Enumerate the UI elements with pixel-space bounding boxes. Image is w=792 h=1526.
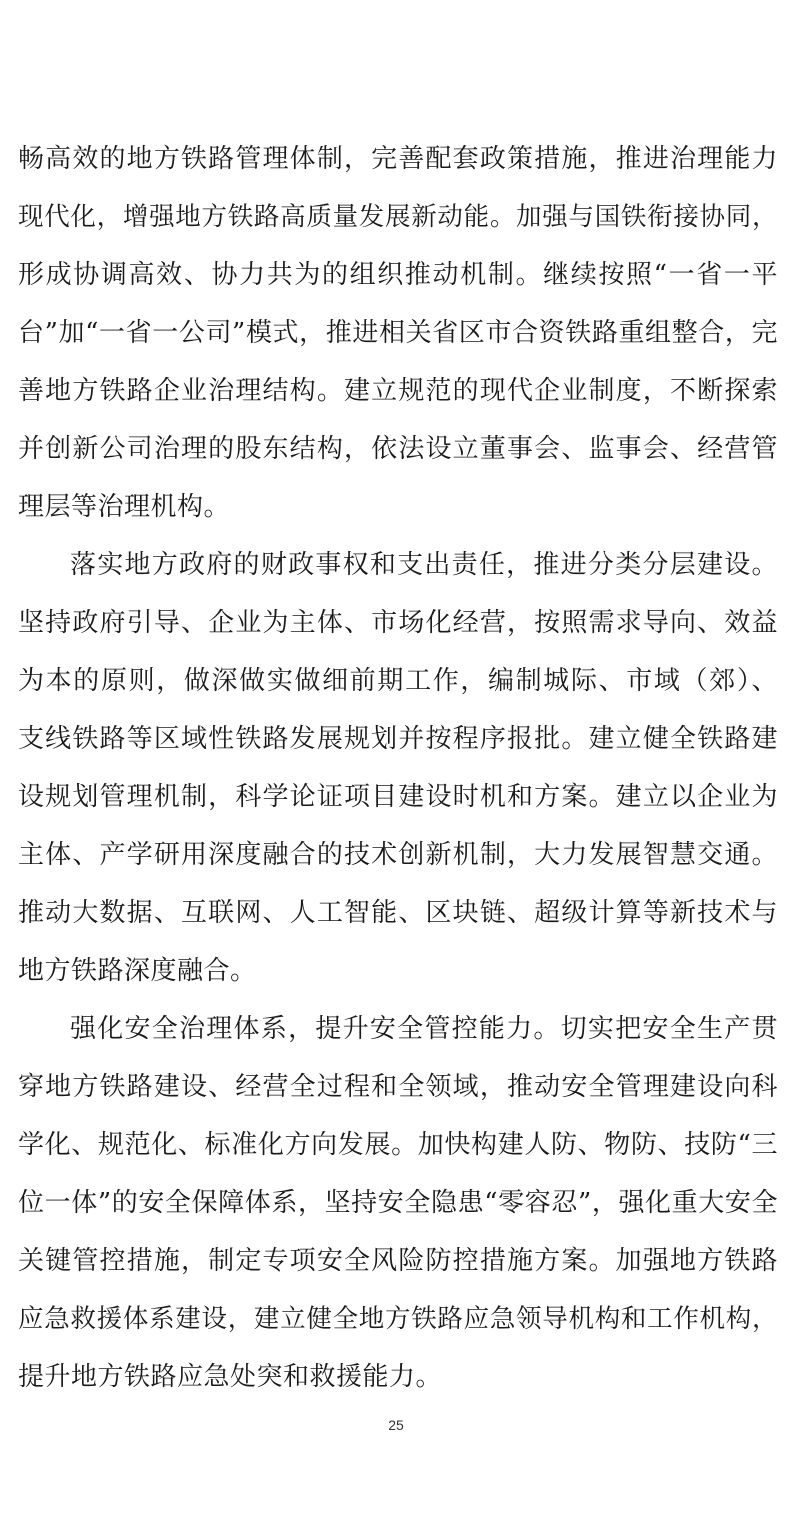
paragraph-2-line-6: 主体、产学研用深度融合的技术创新机制，大力发展智慧交通。 bbox=[18, 840, 778, 870]
paragraph-2-line-8: 地方铁路深度融合。 bbox=[18, 956, 257, 986]
paragraph-2-line-1: 落实地方政府的财政事权和支出责任，推进分类分层建设。 bbox=[70, 550, 778, 580]
paragraph-3-line-2: 穿地方铁路建设、经营全过程和全领域，推动安全管理建设向科 bbox=[18, 1072, 778, 1102]
paragraph-3-line-3: 学化、规范化、标准化方向发展。加快构建人防、物防、技防“三 bbox=[18, 1130, 778, 1160]
page-number: 25 bbox=[388, 1417, 404, 1433]
paragraph-3-line-4: 位一体”的安全保障体系，坚持安全隐患“零容忍”，强化重大安全 bbox=[18, 1188, 778, 1218]
paragraph-1-line-7: 理层等治理机构。 bbox=[18, 492, 231, 522]
paragraph-3-line-1: 强化安全治理体系，提升安全管控能力。切实把安全生产贯 bbox=[70, 1014, 778, 1044]
paragraph-1-line-1: 畅高效的地方铁路管理体制，完善配套政策措施，推进治理能力 bbox=[18, 144, 778, 174]
paragraph-2-line-7: 推动大数据、互联网、人工智能、区块链、超级计算等新技术与 bbox=[18, 898, 778, 928]
paragraph-2-line-4: 支线铁路等区域性铁路发展规划并按程序报批。建立健全铁路建 bbox=[18, 724, 778, 754]
paragraph-1-line-2: 现代化，增强地方铁路高质量发展新动能。加强与国铁衔接协同， bbox=[18, 202, 778, 232]
paragraph-1-line-3: 形成协调高效、协力共为的组织推动机制。继续按照“一省一平 bbox=[18, 260, 778, 290]
paragraph-3-line-6: 应急救援体系建设，建立健全地方铁路应急领导机构和工作机构， bbox=[18, 1304, 778, 1334]
paragraph-3-line-5: 关键管控措施，制定专项安全风险防控措施方案。加强地方铁路 bbox=[18, 1246, 778, 1276]
paragraph-3-line-7: 提升地方铁路应急处突和救援能力。 bbox=[18, 1362, 443, 1392]
paragraph-2-line-5: 设规划管理机制，科学论证项目建设时机和方案。建立以企业为 bbox=[18, 782, 778, 812]
paragraph-1-line-4: 台”加“一省一公司”模式，推进相关省区市合资铁路重组整合，完 bbox=[18, 318, 778, 348]
paragraph-1-line-5: 善地方铁路企业治理结构。建立规范的现代企业制度，不断探索 bbox=[18, 376, 778, 406]
paragraph-2-line-3: 为本的原则，做深做实做细前期工作，编制城际、市域（郊）、 bbox=[18, 666, 778, 696]
paragraph-2-line-2: 坚持政府引导、企业为主体、市场化经营，按照需求导向、效益 bbox=[18, 608, 778, 638]
paragraph-1-line-6: 并创新公司治理的股东结构，依法设立董事会、监事会、经营管 bbox=[18, 434, 778, 464]
